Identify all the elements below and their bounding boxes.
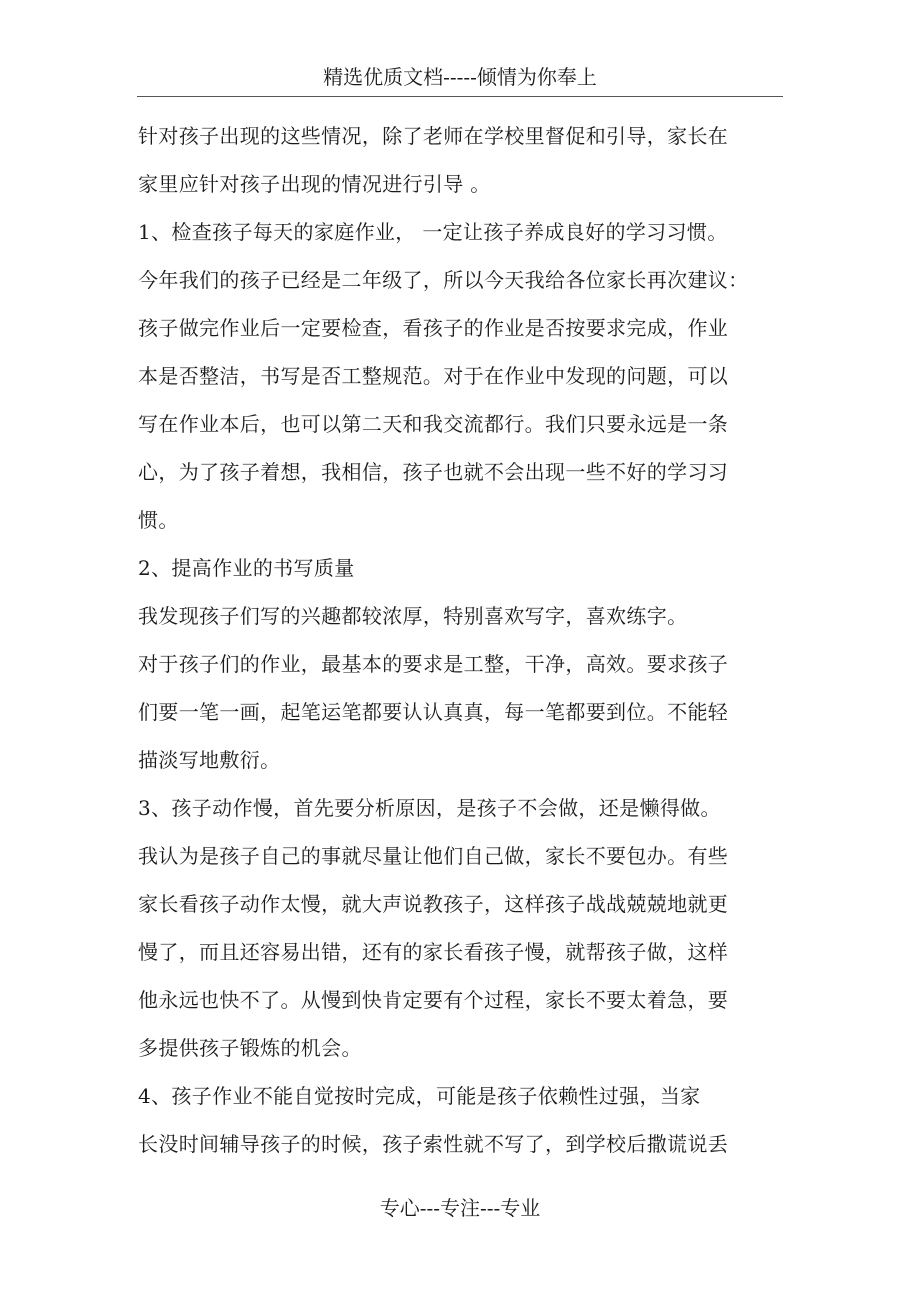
body-line: 3、孩子动作慢，首先要分析原因，是孩子不会做，还是懒得做。 [138, 796, 721, 820]
body-line: 惯。 [138, 508, 179, 532]
document-body [138, 116, 798, 1172]
body-line: 慢了，而且还容易出错，还有的家长看孩子慢，就帮孩子做，这样 [138, 940, 729, 964]
body-line: 我认为是孩子自己的事就尽量让他们自己做，家长不要包办。有些 [138, 844, 729, 868]
header-divider [137, 96, 783, 97]
body-line: 多提供孩子锻炼的机会。 [138, 1036, 362, 1060]
body-line: 针对孩子出现的这些情况，除了老师在学校里督促和引导，家长在 [138, 124, 729, 148]
body-line: 对于孩子们的作业，最基本的要求是工整，干净，高效。要求孩子 [138, 652, 729, 676]
body-line: 描淡写地敷衍。 [138, 748, 281, 772]
body-line: 心，为了孩子着想，我相信，孩子也就不会出现一些不好的学习习 [138, 460, 729, 484]
body-line: 他永远也快不了。从慢到快肯定要有个过程，家长不要太着急，要 [138, 988, 729, 1012]
body-line: 家里应针对孩子出现的情况进行引导 。 [138, 172, 491, 196]
body-line: 们要一笔一画，起笔运笔都要认认真真，每一笔都要到位。不能轻 [138, 700, 729, 724]
body-line: 今年我们的孩子已经是二年级了，所以今天我给各位家长再次建议： [138, 268, 749, 292]
body-line: 长没时间辅导孩子的时候，孩子索性就不写了，到学校后撒谎说丢 [138, 1132, 729, 1156]
body-line: 本是否整洁，书写是否工整规范。对于在作业中发现的问题，可以 [138, 364, 729, 388]
body-line: 我发现孩子们写的兴趣都较浓厚，特别喜欢写字，喜欢练字。 [138, 604, 688, 628]
body-line: 2、提高作业的书写质量 [138, 556, 355, 580]
page-header: 精选优质文档-----倾情为你奉上 [323, 65, 597, 89]
page-footer: 专心---专注---专业 [379, 1196, 541, 1220]
body-line: 孩子做完作业后一定要检查，看孩子的作业是否按要求完成，作业 [138, 316, 729, 340]
body-line: 4、孩子作业不能自觉按时完成，可能是孩子依赖性过强，当家 [138, 1084, 701, 1108]
body-line: 写在作业本后，也可以第二天和我交流都行。我们只要永远是一条 [138, 412, 729, 436]
body-line: 家长看孩子动作太慢，就大声说教孩子，这样孩子战战兢兢地就更 [138, 892, 729, 916]
body-line: 1、检查孩子每天的家庭作业， 一定让孩子养成良好的学习习惯。 [138, 220, 728, 244]
